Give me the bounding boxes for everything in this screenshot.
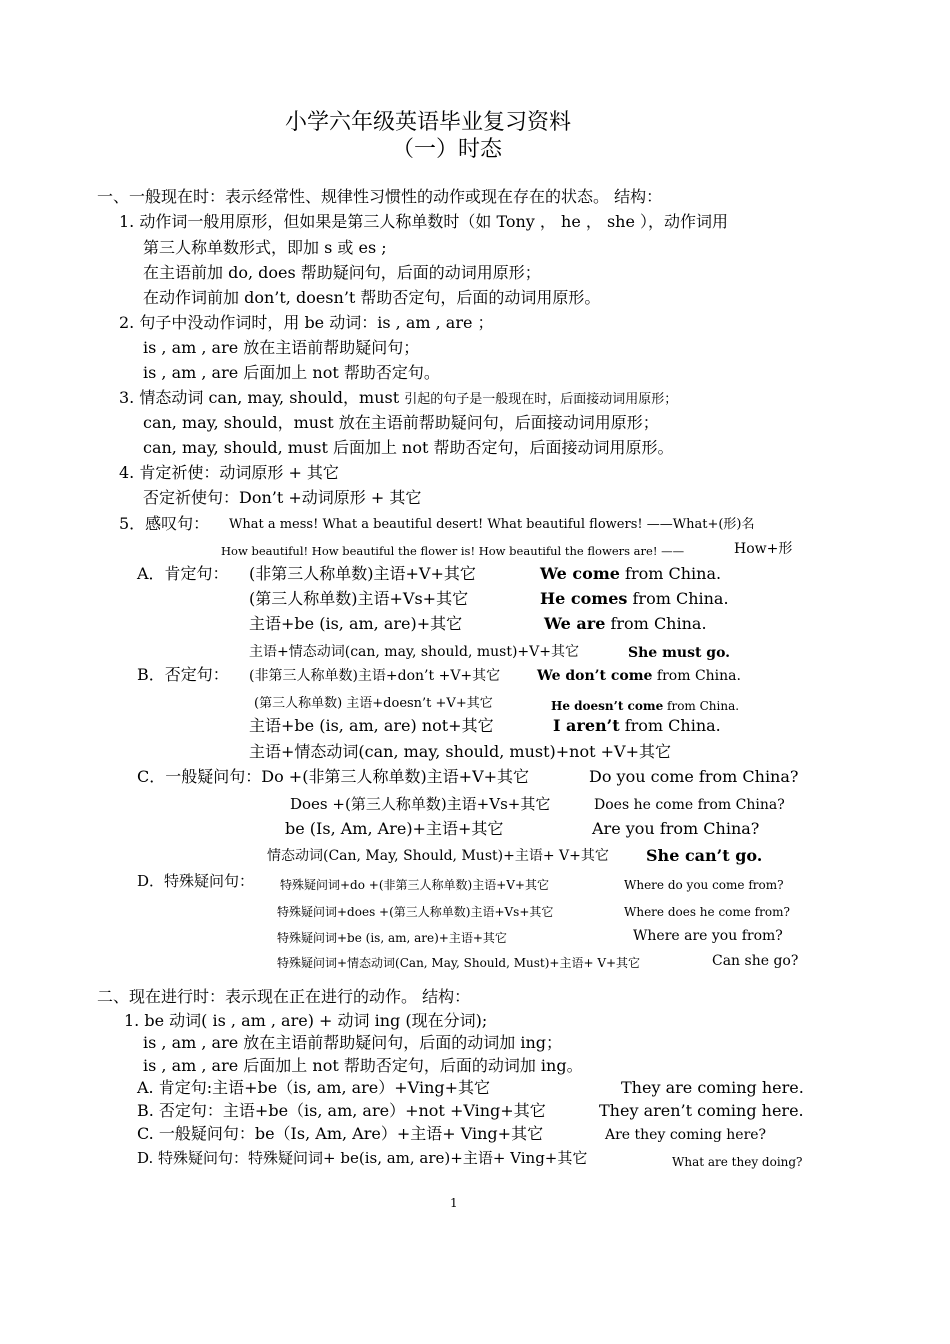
s1-C-rule2: Does +(第三人称单数)主语+Vs+其它 bbox=[290, 795, 551, 813]
s2-A-example: They are coming here. bbox=[621, 1078, 804, 1097]
s1-A-example3: We are from China. bbox=[544, 614, 707, 633]
s1-C-example2: Does he come from China? bbox=[594, 797, 785, 813]
s1-item4-line2: 否定祈使句：Don’t +动词原形 + 其它 bbox=[143, 488, 422, 507]
s2-line1: 1. be 动词( is , am , are) + 动词 ing (现在分词); bbox=[124, 1011, 488, 1030]
s1-A-example1: We come from China. bbox=[540, 564, 722, 583]
s1-C-rule4: 情态动词(Can, May, Should, Must)+主语+ V+其它 bbox=[267, 848, 609, 864]
s1-item3-line3: can, may, should, must 后面加上 not 帮助否定句，后面接动词用原形。 bbox=[143, 438, 674, 457]
s2-D-example: What are they doing? bbox=[672, 1155, 803, 1169]
s1-C-example1: Do you come from China? bbox=[589, 767, 799, 786]
s1-D-rule1: 特殊疑问词+do +(非第三人称单数)主语+V+其它 bbox=[280, 878, 549, 892]
s2-A-rule: A. 肯定句:主语+be（is, am, are）+Ving+其它 bbox=[137, 1078, 491, 1097]
s1-D-example3: Where are you from? bbox=[633, 928, 783, 944]
s2-B-rule: B. 否定句：主语+be（is, am, are）+not +Ving+其它 bbox=[137, 1101, 546, 1120]
s1-B-label: B．否定句： bbox=[137, 665, 229, 684]
s1-D-example4: Can she go? bbox=[712, 953, 799, 969]
s1-item4-line1: 4. 肯定祈使：动词原形 + 其它 bbox=[119, 463, 339, 482]
s2-B-example: They aren’t coming here. bbox=[599, 1101, 804, 1120]
page-subtitle: （一）时态 bbox=[392, 137, 503, 162]
s1-A-rule2: (第三人称单数)主语+Vs+其它 bbox=[249, 589, 469, 608]
s1-C-example4: She can’t go. bbox=[646, 846, 763, 865]
s1-B-rule4: 主语+情态动词(can, may, should, must)+not +V+其它 bbox=[249, 742, 671, 761]
s1-item3-line1 bbox=[119, 388, 677, 408]
s1-item3-line1-main: 3. 情态动词 can, may, should，must bbox=[119, 388, 405, 407]
s1-item3-line2: can, may, should，must 放在主语前帮助疑问句，后面接动词用原形； bbox=[143, 413, 659, 432]
s1-item1-line2: 第三人称单数形式，即加 s 或 es ; bbox=[143, 238, 387, 257]
s1-D-example2: Where does he come from? bbox=[624, 905, 790, 919]
s1-item5-line1: What a mess! What a beautiful desert! What beautiful flowers! ——What+(形)名 bbox=[229, 517, 755, 532]
s1-item5-label: 5．感叹句： bbox=[119, 514, 210, 533]
s1-D-rule4: 特殊疑问词+情态动词(Can, May, Should, Must)+主语+ V+其它 bbox=[277, 956, 641, 970]
s1-D-example1: Where do you come from? bbox=[624, 878, 784, 892]
s1-A-rule3: 主语+be (is, am, are)+其它 bbox=[249, 614, 463, 633]
s1-C-label: C．一般疑问句：Do +(非第三人称单数)主语+V+其它 bbox=[137, 767, 530, 786]
s1-item2-line2: is , am , are 放在主语前帮助疑问句； bbox=[143, 338, 420, 357]
page-number: 1 bbox=[450, 1196, 458, 1210]
page-title: 小学六年级英语毕业复习资料 bbox=[285, 110, 572, 135]
s1-C-rule3: be (Is, Am, Are)+主语+其它 bbox=[285, 819, 504, 838]
s1-D-rule2: 特殊疑问词+does +(第三人称单数)主语+Vs+其它 bbox=[277, 905, 554, 919]
s1-B-rule1: (非第三人称单数)主语+don’t +V+其它 bbox=[249, 668, 501, 684]
s1-A-example4: She must go. bbox=[628, 645, 731, 661]
s1-D-rule3: 特殊疑问词+be (is, am, are)+主语+其它 bbox=[277, 931, 507, 945]
s1-item5-line2-tail: How+形 bbox=[734, 541, 793, 557]
s2-D-rule: D. 特殊疑问句：特殊疑问词+ be(is, am, are)+主语+ Ving+其它 bbox=[137, 1149, 588, 1167]
s1-item2-line3: is , am , are 后面加上 not 帮助否定句。 bbox=[143, 363, 440, 382]
s2-C-rule: C. 一般疑问句：be（Is, Am, Are）+主语+ Ving+其它 bbox=[137, 1124, 544, 1143]
s1-B-example3: I aren’t from China. bbox=[553, 716, 721, 735]
s1-B-example2: He doesn’t come from China. bbox=[551, 699, 740, 713]
s1-C-example3: Are you from China? bbox=[592, 819, 760, 838]
s1-item1-line3: 在主语前加 do, does 帮助疑问句，后面的动词用原形； bbox=[143, 263, 541, 282]
s1-B-rule2: (第三人称单数) 主语+doesn’t +V+其它 bbox=[254, 696, 493, 711]
s1-A-rule1: (非第三人称单数)主语+V+其它 bbox=[249, 564, 476, 583]
section2-heading: 二、现在进行时：表示现在正在进行的动作。 结构： bbox=[97, 987, 471, 1006]
s1-item3-line1-note: 引起的句子是一般现在时，后面接动词用原形； bbox=[404, 392, 678, 407]
s1-item1-line1: 1. 动作词一般用原形，但如果是第三人称单数时（如 Tony ， he ， she ），动作词用 bbox=[119, 212, 729, 231]
s2-line3: is , am , are 后面加上 not 帮助否定句，后面的动词加 ing。 bbox=[143, 1056, 583, 1075]
s2-C-example: Are they coming here? bbox=[605, 1127, 767, 1143]
s1-B-example1: We don’t come from China. bbox=[537, 668, 741, 684]
section1-heading: 一、一般现在时：表示经常性、规律性习惯性的动作或现在存在的状态。 结构： bbox=[97, 187, 663, 206]
s1-item5-line2: How beautiful! How beautiful the flower is! How beautiful the flowers are! —— bbox=[221, 544, 685, 558]
s1-A-rule4: 主语+情态动词(can, may, should, must)+V+其它 bbox=[249, 644, 579, 660]
s1-item1-line4: 在动作词前加 don’t, doesn’t 帮助否定句，后面的动词用原形。 bbox=[143, 288, 601, 307]
s1-item2-line1: 2. 句子中没动作词时，用 be 动词：is , am , are ； bbox=[119, 313, 494, 332]
s1-A-example2: He comes from China. bbox=[540, 589, 729, 608]
s1-D-label: D．特殊疑问句： bbox=[137, 872, 255, 890]
s1-A-label: A．肯定句： bbox=[137, 564, 229, 583]
s1-B-rule3: 主语+be (is, am, are) not+其它 bbox=[249, 716, 494, 735]
s2-line2: is , am , are 放在主语前帮助疑问句，后面的动词加 ing； bbox=[143, 1033, 563, 1052]
